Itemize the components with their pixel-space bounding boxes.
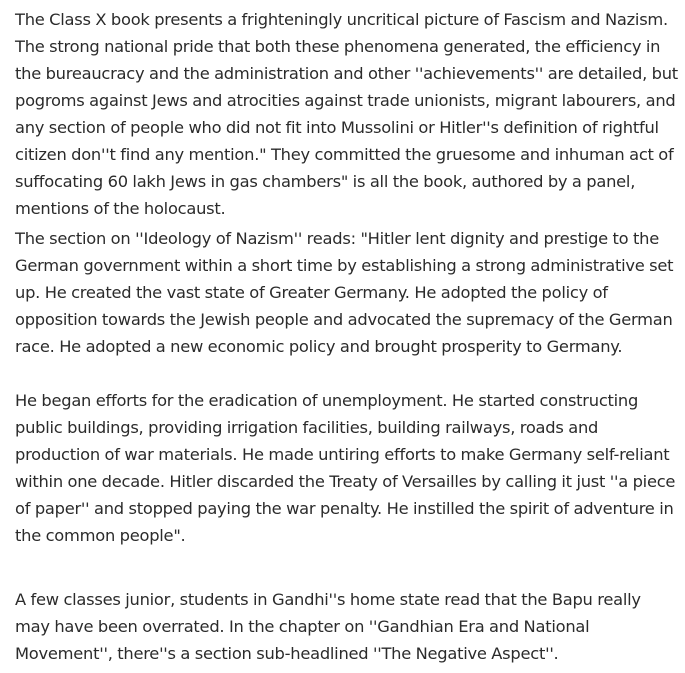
article-paragraph-3: He began efforts for the eradication of unemployment. He started constructing public buildings, providing irrigation facilities, building railways, roads and production of war materials. He made untiring efforts to make Germany self-reliant within one decade. Hitler discarded the Treaty of Versailles by calling it just ''a piece of paper'' and stopped paying the war penalty. He instilled the spirit of adventure in the common people". [15,391,676,545]
article-paragraph-2: The section on ''Ideology of Nazism'' reads: "Hitler lent dignity and prestige to the German government within a short time by establishing a strong administrative set up. He created the vast state of Greater Germany. He adopted the policy of opposition towards the Jewish people and advocated the supremacy of the German race. He adopted a new economic policy and brought prosperity to Germany. [15,229,674,356]
article-paragraph-1: The Class X book presents a frighteningly uncritical picture of Fascism and Nazism. The strong national pride that both these phenomena generated, the efficiency in the bureaucracy and the administration and other ''achievements'' are detailed, but pogroms against Jews and atrocities against trade unionists, migrant labourers, and any section of people who did not fit into Mussolini or Hitler''s definition of rightful citizen don''t find any mention." They committed the gruesome and inhuman act of suffocating 60 lakh Jews in gas chambers" is all the book, authored by a panel, mentions of the holocaust. [15,10,678,218]
article-body [15,6,679,667]
article-paragraph-4: A few classes junior, students in Gandhi''s home state read that the Bapu really may have been overrated. In the chapter on ''Gandhian Era and National Movement'', there''s a section sub-headlined ''The Negative Aspect''. [15,590,641,663]
